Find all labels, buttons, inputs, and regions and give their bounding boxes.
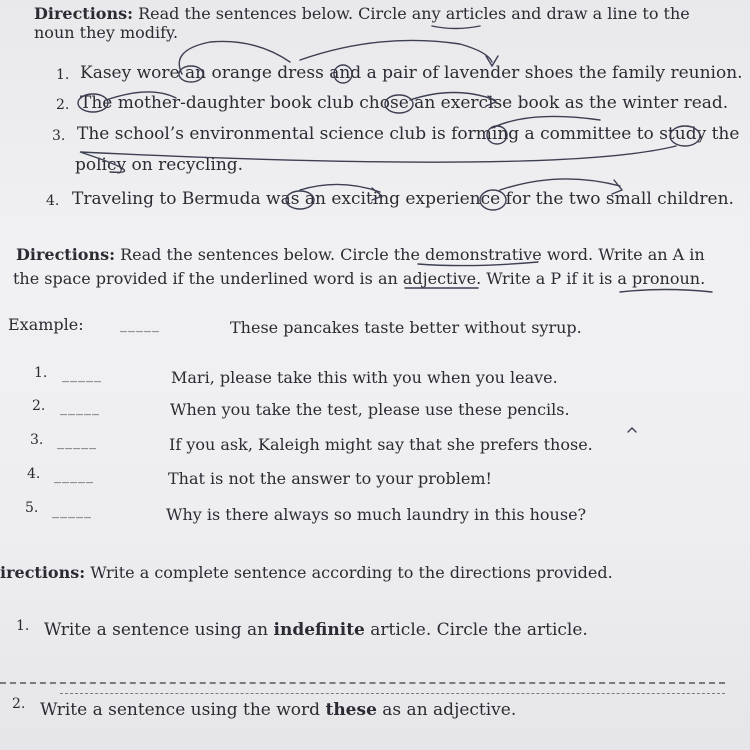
s2-item-1-blank[interactable]: _____ [62, 367, 102, 383]
section1-directions-block [34, 4, 724, 42]
s1-item-3-continued: policy on recycling. [75, 155, 244, 175]
s2-item-1-number: 1. [34, 365, 48, 381]
section3-directions [0, 563, 613, 582]
s2-item-4-sentence: That is not the answer to your problem! [168, 469, 492, 488]
section1-directions-body: Read the sentences below. Circle any articles and draw a line to the noun they modify. [34, 4, 690, 42]
s2-item-2-sentence: When you take the test, please use these pencils. [170, 400, 570, 419]
section2-directions-line2: the space provided if the underlined word is an adjective. Write a P if it is a pronoun. [13, 269, 706, 288]
s2-item-3-blank[interactable]: _____ [57, 434, 97, 450]
s2-item-4-number: 4. [27, 466, 41, 482]
section3-directions-label: irections: [0, 563, 86, 582]
s3-q2-post: as an adjective. [376, 700, 517, 720]
answer-line-1[interactable] [0, 682, 725, 684]
s2-item-1-sentence: Mari, please take this with you when you leave. [171, 368, 558, 387]
section2-directions-label: Directions: [16, 245, 115, 264]
s3-q1-post: article. Circle the article. [364, 620, 588, 640]
s2-item-2-blank[interactable]: _____ [60, 400, 100, 416]
s1-item-2-number: 2. [56, 97, 70, 113]
example-blank: _____ [120, 317, 160, 333]
s1-item-3-text: The school’s environmental science club is forming a committee to study the [77, 124, 740, 144]
example-label: Example: [8, 315, 84, 334]
s2-item-2-number: 2. [32, 398, 46, 414]
s3-q1-bold: indefinite [273, 620, 365, 640]
s3-q2-bold: these [325, 700, 377, 720]
section2-directions-text1: Read the sentences below. Circle the demonstrative word. Write an A in [120, 245, 705, 264]
s3-q2-number: 2. [12, 696, 26, 712]
s3-q2-text [40, 700, 516, 720]
underline-pronoun [620, 290, 712, 293]
s1-item-4-number: 4. [46, 193, 60, 209]
s2-item-4-blank[interactable]: _____ [54, 468, 94, 484]
s1-item-1-number: 1. [56, 67, 70, 83]
s1-item-4-text: Traveling to Bermuda was an exciting experience for the two small children. [72, 189, 734, 209]
s2-item-3-sentence: If you ask, Kaleigh might say that she prefers those. [169, 435, 593, 454]
s2-item-3-number: 3. [30, 432, 44, 448]
answer-line-1b [60, 693, 725, 694]
s1-item-2-text: The mother-daughter book club chose an exercise book as the winter read. [80, 93, 729, 113]
s2-item-5-sentence: Why is there always so much laundry in this house? [166, 505, 587, 524]
example-sentence: These pancakes taste better without syrup. [230, 318, 582, 337]
s3-q1-pre: Write a sentence using an [44, 620, 274, 640]
s2-item-5-blank[interactable]: _____ [52, 503, 92, 519]
s3-q1-text [44, 620, 588, 640]
s2-item-5-number: 5. [25, 500, 39, 516]
section2-directions-line1 [16, 245, 705, 264]
s1-item-1-text: Kasey wore an orange dress and a pair of lavender shoes the family reunion. [80, 63, 743, 83]
s3-q2-pre: Write a sentence using the word [40, 700, 326, 720]
section3-directions-text: Write a complete sentence according to the directions provided. [90, 563, 613, 582]
pen-tick [628, 428, 636, 432]
section1-directions-label-2: Directions: [34, 4, 133, 23]
s1-item-3-number: 3. [52, 128, 66, 144]
s3-q1-number: 1. [16, 618, 30, 634]
